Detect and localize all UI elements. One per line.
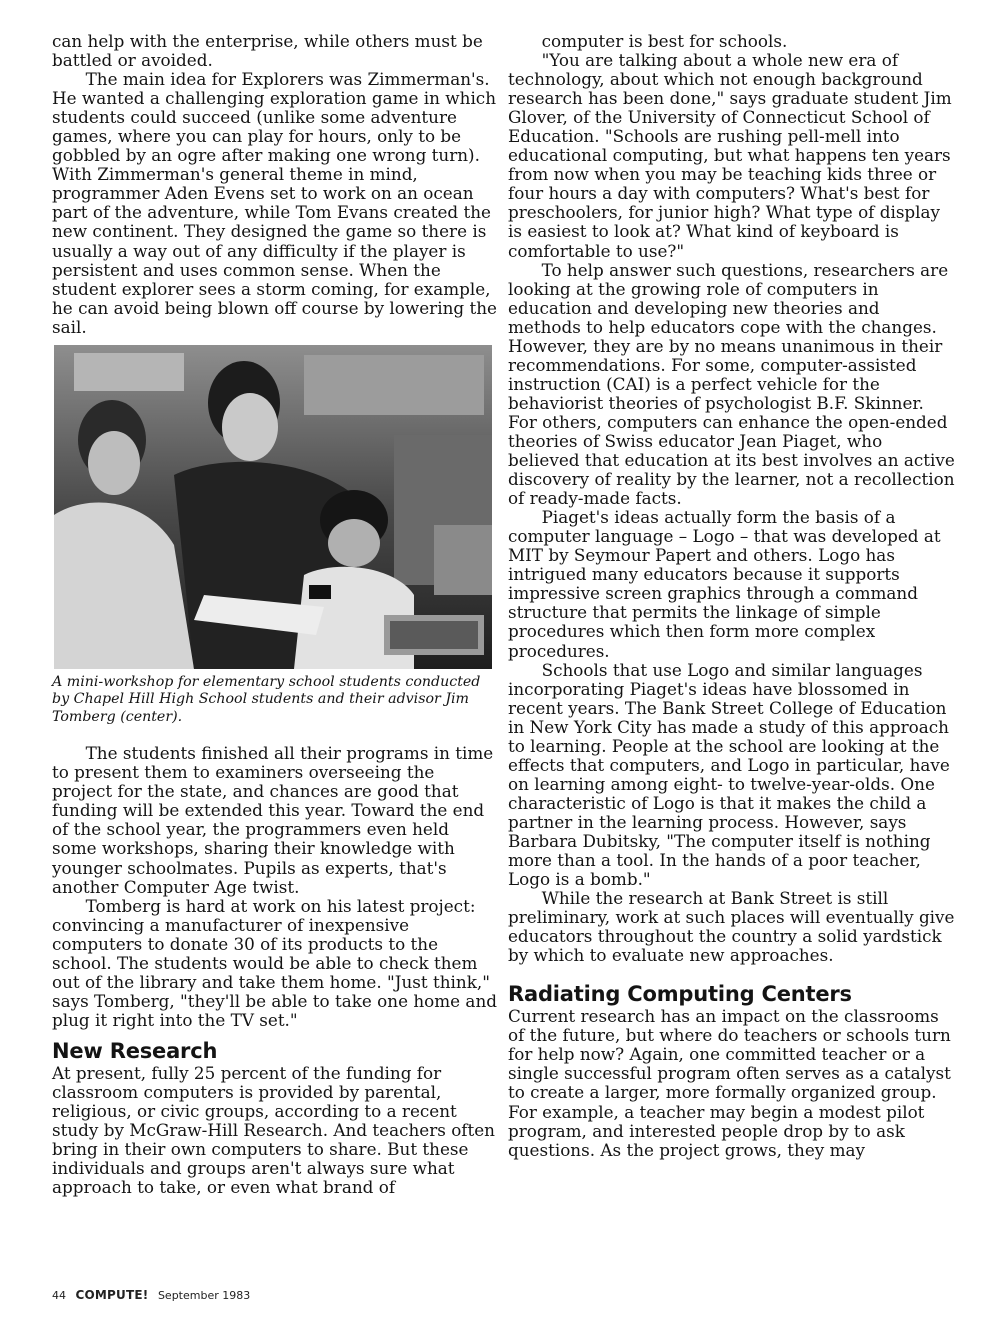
body-paragraph: Piaget's ideas actually form the basis of a computer language – Logo – that was developed at MIT by Seymour Papert and others. Logo has intrigued many educators because it supports impressive screen graphics through a command structure that permits the linkage of simple procedures which then form more complex procedures. <box>508 507 941 661</box>
body-paragraph: The main idea for Explorers was Zimmerman's. He wanted a challenging exploration game in which students could succeed (unlike some adventure games, where you can play for hours, only to be gobbled by an ogre after making one wrong turn). With Zimmerman's general theme in mind, programmer Aden Evens set to work on an ocean part of the adventure, while Tom Evans created the new continent. They designed the game so there is usually a way out of any difficulty if the player is persistent and uses common sense. When the student explorer sees a storm coming, for example, he can avoid being blown off course by lowering the sail. <box>52 69 497 337</box>
body-paragraph: To help answer such questions, researchers are looking at the growing role of computers in education and developing new theories and methods to help educators cope with the changes. However, they are by no means unanimous in their recommendations. For some, computer-assisted instruction (CAI) is a perfect vehicle for the behaviorist theories of psychologist B.F. Skinner. For others, computers can enhance the open-ended theories of Swiss educator Jean Piaget, who believed that education at its best involves an active discovery of reality by the learner, not a recollection of ready-made facts. <box>508 259 955 509</box>
photo-caption: A mini-workshop for elementary school students conducted by Chapel Hill High School students and their advisor Jim Tomberg (center). <box>52 673 481 725</box>
body-paragraph: computer is best for schools. <box>541 31 788 51</box>
spacer <box>52 1030 498 1038</box>
body-paragraph: At present, fully 25 percent of the funding for classroom computers is provided by parental, religious, or civic groups, according to a recent study by McGraw-Hill Research. And teachers often bring in their own computers to share. But these individuals and groups aren't always sure what approach to take, or even what brand of <box>52 1062 495 1198</box>
workshop-photo <box>54 345 492 669</box>
right-column <box>508 32 956 1160</box>
body-paragraph: Current research has an impact on the classrooms of the future, but where do teachers or schools turn for help now? Again, one committed teacher or a single successful program often serves as a catalyst to create a larger, more formally organized group. For example, a teacher may begin a modest pilot program, and interested people drop by to ask questions. As the project grows, they may <box>508 1006 951 1160</box>
body-paragraph: Tomberg is hard at work on his latest project: convincing a manufacturer of inexpensive computers to donate 30 of its products to the school. The students would be able to check them out of the library and take them home. "Just think," says Tomberg, "they'll be able to take one home and plug it right into the TV set." <box>52 895 497 1030</box>
magazine-logo: COMPUTE! <box>75 1288 149 1302</box>
body-paragraph: Schools that use Logo and similar languages incorporating Piaget's ideas have blossomed in recent years. The Bank Street College of Education in New York City has made a study of this approach to learning. People at the school are looking at the effects that computers, and Logo in particular, have on learning among eight- to twelve-year-olds. One characteristic of Logo is that it makes the child a partner in the learning process. However, says Barbara Dubitsky, "The computer itself is nothing more than a tool. In the hands of a poor teacher, Logo is a bomb." <box>508 659 950 890</box>
body-paragraph: The students finished all their programs in time to present them to examiners overseeing the project for the state, and chances are good that funding will be extended this year. Toward the end of the school year, the programmers even held some workshops, sharing their knowledge with younger schoolmates. Pupils as experts, that's another Computer Age twist. <box>52 743 494 897</box>
left-column <box>52 32 498 1197</box>
page-footer <box>52 1288 250 1302</box>
spacer <box>52 726 498 744</box>
page-number: 44 <box>52 1289 66 1302</box>
body-paragraph: While the research at Bank Street is still preliminary, work at such places will eventually give educators throughout the country a solid yardstick by which to evaluate new approaches. <box>508 888 955 966</box>
body-paragraph: "You are talking about a whole new era of technology, about which not enough background research has been done," says graduate student Jim Glover, of the University of Connecticut School of Education. "Schools are rushing pell-mell into educational computing, but what happens ten years from now when you may be teaching kids three or four hours a day with computers? What's best for preschoolers, for junior high? What type of display is easiest to look at? What kind of keyboard is comfortable to use?" <box>508 50 952 261</box>
section-heading: Radiating Computing Centers <box>508 982 852 1007</box>
section-heading: New Research <box>52 1038 218 1063</box>
issue-date: September 1983 <box>157 1289 251 1302</box>
body-paragraph: can help with the enterprise, while others must be battled or avoided. <box>52 31 483 71</box>
spacer <box>508 965 956 981</box>
